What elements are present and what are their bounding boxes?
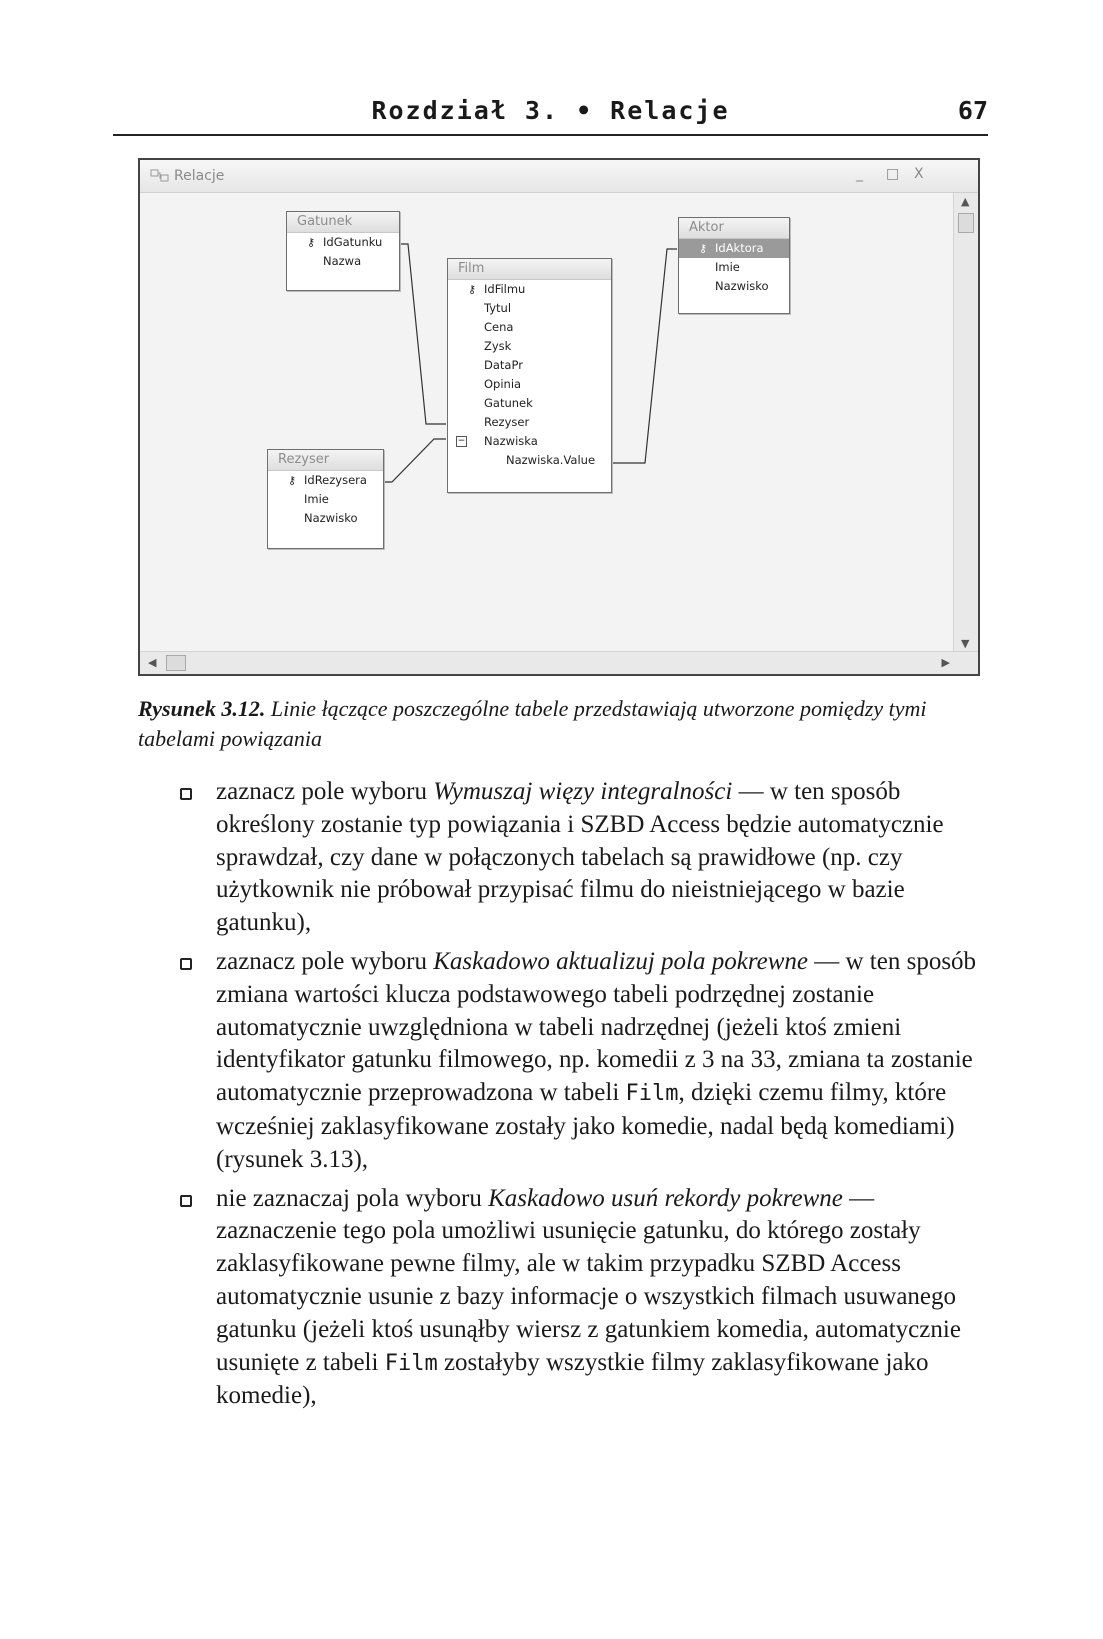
field-name: Imie — [304, 492, 329, 506]
item-text: — zaznaczenie tego pola umożliwi usunięcie gatunku, do którego zostały zaklasyfikowane pewne filmy, ale w takim przypadku SZBD Access automatycznie usunie z bazy informacje o wszystkich filmach usuwanego gatunku (jeżeli ktoś usunąłby wiersz z gatunkiem komedia, automatycznie usunięte z tabeli — [216, 1184, 961, 1376]
item-text: zostałyby wszystkie filmy zaklasyfikowane jako komedie), — [216, 1348, 929, 1410]
field-name: Nazwiska — [484, 434, 538, 448]
field-row[interactable] — [287, 252, 399, 271]
scroll-up-icon[interactable]: ▲ — [961, 195, 970, 208]
field-row[interactable] — [679, 258, 789, 277]
code-table-name: Film — [384, 1350, 438, 1376]
table-aktor[interactable] — [678, 217, 790, 314]
relation-aktor-film — [610, 249, 677, 463]
field-name: Gatunek — [484, 396, 533, 410]
caption-text: Linie łączące poszczególne tabele przedstawiają utworzone pomiędzy tymi tabelami powiązania — [138, 696, 927, 751]
scroll-left-icon[interactable]: ◀ — [148, 656, 157, 669]
field-name: IdFilmu — [484, 282, 526, 296]
field-name: IdRezysera — [304, 473, 367, 487]
item-text: zaznacz pole wyboru — [216, 947, 434, 975]
table-title: Rezyser — [268, 450, 383, 471]
page-number: 67 — [957, 96, 988, 125]
scroll-down-icon[interactable]: ▼ — [961, 637, 970, 650]
item-text: , dzięki czemu filmy, które wcześniej zaklasyfikowane zostały jako komedie, nadal będą komediami) (rysunek 3.13), — [216, 1079, 955, 1173]
field-row[interactable] — [268, 509, 383, 528]
chapter-title: Rozdział 3. • Relacje — [371, 96, 730, 125]
field-name: Nazwisko — [715, 279, 769, 293]
field-name: IdGatunku — [323, 235, 383, 249]
field-row[interactable] — [448, 413, 611, 432]
key-icon: ⚷ — [699, 242, 708, 255]
relationships-window — [138, 158, 980, 676]
checkbox-bullet-icon — [180, 958, 192, 970]
table-gatunek[interactable] — [286, 211, 400, 291]
relationships-canvas[interactable] — [140, 193, 954, 652]
field-name: Tytul — [484, 301, 512, 315]
vertical-scroll-thumb[interactable] — [958, 213, 974, 233]
field-row[interactable] — [448, 394, 611, 413]
item-text: — w ten sposób zmiana wartości klucza podstawowego tabeli podrzędnej zostanie automatycznie uwzględniona w tabeli nadrzędnej (jeżeli ktoś zmieni identyfikator gatunku filmowego, np. komedii z 3 na 33, zmiana ta zostanie automatycznie przeprowadzona w tabeli — [216, 947, 977, 1107]
bullet-list — [180, 776, 1000, 1419]
field-row[interactable] — [448, 299, 611, 318]
collapse-icon[interactable]: − — [457, 436, 466, 446]
close-button[interactable]: X — [914, 166, 924, 182]
field-row[interactable] — [448, 451, 611, 470]
horizontal-scrollbar[interactable] — [140, 651, 978, 674]
field-row[interactable] — [287, 233, 399, 252]
table-film[interactable] — [447, 258, 612, 493]
field-row[interactable] — [448, 337, 611, 356]
vertical-scrollbar[interactable] — [953, 193, 978, 652]
key-icon: ⚷ — [468, 283, 477, 296]
table-title: Gatunek — [287, 212, 399, 233]
field-row[interactable] — [268, 471, 383, 490]
relation-gatunek-film — [399, 244, 446, 424]
relation-rezyser-film — [383, 439, 446, 482]
option-name: Wymuszaj więzy integralności — [433, 778, 733, 805]
field-name: Nazwisko — [304, 511, 358, 525]
maximize-button[interactable]: □ — [886, 166, 900, 182]
field-row[interactable] — [448, 375, 611, 394]
field-name: DataPr — [484, 358, 523, 372]
table-rezyser[interactable] — [267, 449, 384, 549]
table-title: Aktor — [679, 218, 789, 239]
figure-caption — [138, 694, 978, 754]
minimize-button[interactable]: _ — [856, 166, 863, 182]
item-text: — w ten sposób określony zostanie typ powiązania i SZBD Access będzie automatycznie sprawdzał, czy dane w połączonych tabelach są prawidłowe (np. czy użytkownik nie próbował przypisać filmu do nieistniejącego w bazie gatunku), — [216, 778, 944, 937]
field-name: Opinia — [484, 377, 522, 391]
item-text: nie zaznaczaj pola wyboru — [216, 1184, 489, 1212]
field-name: Cena — [484, 320, 514, 334]
item-text: zaznacz pole wyboru — [216, 778, 434, 805]
list-item — [180, 946, 1000, 1177]
key-icon: ⚷ — [288, 474, 297, 487]
scroll-right-icon[interactable]: ▶ — [941, 656, 950, 669]
window-title: Relacje — [174, 168, 225, 184]
field-row-selected[interactable] — [679, 239, 789, 258]
horizontal-scroll-thumb[interactable] — [166, 655, 186, 671]
key-icon: ⚷ — [307, 236, 316, 249]
relationships-icon — [150, 168, 170, 184]
field-name: IdAktora — [715, 241, 764, 255]
field-row[interactable] — [448, 280, 611, 299]
option-name: Kaskadowo aktualizuj pola pokrewne — [433, 947, 808, 975]
field-name: Zysk — [484, 339, 512, 353]
page-header — [113, 94, 988, 136]
field-row[interactable] — [448, 432, 611, 451]
caption-label: Rysunek 3.12. — [138, 696, 266, 721]
code-table-name: Film — [625, 1081, 679, 1107]
field-row[interactable] — [268, 490, 383, 509]
option-name: Kaskadowo usuń rekordy pokrewne — [488, 1184, 843, 1212]
checkbox-bullet-icon — [180, 788, 192, 800]
table-title: Film — [448, 259, 611, 280]
field-name: Nazwiska.Value — [506, 453, 596, 467]
field-name: Rezyser — [484, 415, 530, 429]
field-name: Nazwa — [323, 254, 362, 268]
field-row[interactable] — [448, 318, 611, 337]
list-item — [180, 1183, 1000, 1414]
field-row[interactable] — [679, 277, 789, 296]
window-titlebar[interactable] — [140, 160, 978, 193]
checkbox-bullet-icon — [180, 1195, 192, 1207]
field-name: Imie — [715, 260, 740, 274]
field-row[interactable] — [448, 356, 611, 375]
list-item — [180, 776, 1000, 940]
